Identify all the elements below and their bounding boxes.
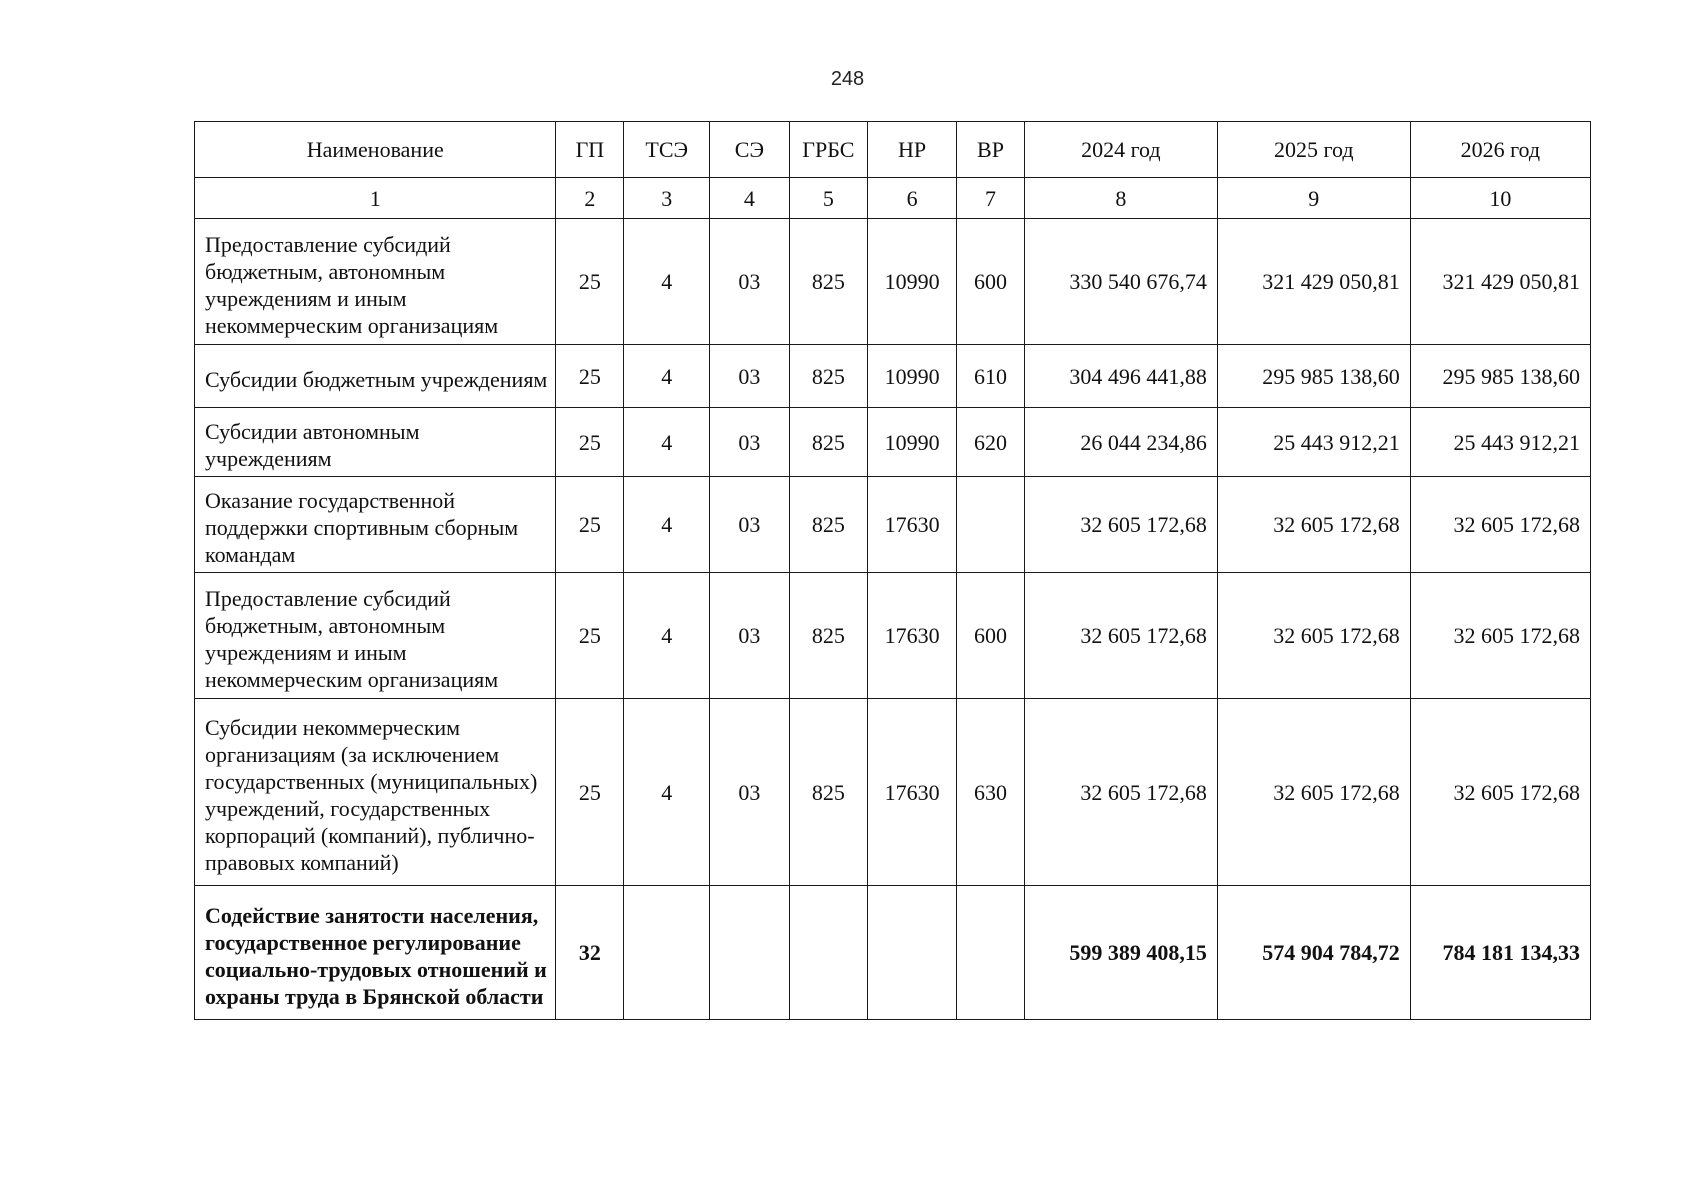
row-nr: 10990 (868, 345, 957, 408)
row-amount-2024: 32 605 172,68 (1024, 699, 1217, 886)
row-amount-2024: 32 605 172,68 (1024, 573, 1217, 699)
row-grbs (789, 886, 867, 1020)
table-row (195, 345, 1591, 408)
column-number: 5 (789, 178, 867, 219)
row-gp: 25 (556, 219, 624, 345)
row-se: 03 (710, 573, 789, 699)
row-name: Оказание государственной поддержки спортивным сборным командам (195, 477, 556, 573)
row-grbs: 825 (789, 408, 867, 477)
row-name: Содействие занятости населения, государственное регулирование социально-трудовых отношений и охраны труда в Брянской области (195, 886, 556, 1020)
row-vr (957, 477, 1025, 573)
row-nr: 10990 (868, 408, 957, 477)
row-name: Предоставление субсидий бюджетным, автономным учреждениям и иным некоммерческим организациям (195, 219, 556, 345)
header-cell-tse: ТСЭ (624, 122, 710, 178)
row-vr: 610 (957, 345, 1025, 408)
column-number: 1 (195, 178, 556, 219)
table-row (195, 573, 1591, 699)
row-amount-2025: 32 605 172,68 (1217, 477, 1410, 573)
column-number: 3 (624, 178, 710, 219)
row-se: 03 (710, 408, 789, 477)
row-se: 03 (710, 699, 789, 886)
row-amount-2024: 32 605 172,68 (1024, 477, 1217, 573)
row-gp: 25 (556, 699, 624, 886)
row-vr: 600 (957, 219, 1025, 345)
column-number: 4 (710, 178, 789, 219)
row-amount-2025: 32 605 172,68 (1217, 573, 1410, 699)
row-grbs: 825 (789, 477, 867, 573)
row-nr: 17630 (868, 573, 957, 699)
row-amount-2026: 321 429 050,81 (1410, 219, 1590, 345)
table-row (195, 219, 1591, 345)
column-number: 8 (1024, 178, 1217, 219)
header-cell-2025: 2025 год (1217, 122, 1410, 178)
row-tse: 4 (624, 477, 710, 573)
row-amount-2026: 25 443 912,21 (1410, 408, 1590, 477)
row-nr: 17630 (868, 477, 957, 573)
column-number: 6 (868, 178, 957, 219)
table-row (195, 477, 1591, 573)
row-amount-2024: 304 496 441,88 (1024, 345, 1217, 408)
row-amount-2025: 25 443 912,21 (1217, 408, 1410, 477)
row-nr (868, 886, 957, 1020)
row-vr: 600 (957, 573, 1025, 699)
row-amount-2024: 599 389 408,15 (1024, 886, 1217, 1020)
row-amount-2025: 32 605 172,68 (1217, 699, 1410, 886)
row-nr: 10990 (868, 219, 957, 345)
row-gp: 25 (556, 345, 624, 408)
header-cell-grbs: ГРБС (789, 122, 867, 178)
row-name: Субсидии некоммерческим организациям (за исключением государственных (муниципальных) учреждений, государственных корпораций (компаний), публично-правовых компаний) (195, 699, 556, 886)
row-tse: 4 (624, 699, 710, 886)
row-amount-2026: 295 985 138,60 (1410, 345, 1590, 408)
column-number: 9 (1217, 178, 1410, 219)
row-tse: 4 (624, 573, 710, 699)
row-gp: 25 (556, 408, 624, 477)
row-se: 03 (710, 219, 789, 345)
row-name: Субсидии автономным учреждениям (195, 408, 556, 477)
row-amount-2024: 26 044 234,86 (1024, 408, 1217, 477)
header-cell-se: СЭ (710, 122, 789, 178)
header-cell-name: Наименование (195, 122, 556, 178)
row-se: 03 (710, 345, 789, 408)
row-vr (957, 886, 1025, 1020)
row-amount-2026: 32 605 172,68 (1410, 573, 1590, 699)
page-number: 248 (830, 68, 865, 90)
header-cell-nr: НР (868, 122, 957, 178)
column-number: 10 (1410, 178, 1590, 219)
table-row (195, 408, 1591, 477)
row-tse: 4 (624, 408, 710, 477)
row-vr: 620 (957, 408, 1025, 477)
row-amount-2025: 574 904 784,72 (1217, 886, 1410, 1020)
budget-table (194, 121, 1591, 1020)
row-amount-2026: 784 181 134,33 (1410, 886, 1590, 1020)
header-cell-2024: 2024 год (1024, 122, 1217, 178)
header-row (195, 122, 1591, 178)
row-grbs: 825 (789, 345, 867, 408)
row-amount-2024: 330 540 676,74 (1024, 219, 1217, 345)
row-tse: 4 (624, 219, 710, 345)
row-se: 03 (710, 477, 789, 573)
row-amount-2026: 32 605 172,68 (1410, 699, 1590, 886)
row-tse (624, 886, 710, 1020)
header-cell-2026: 2026 год (1410, 122, 1590, 178)
row-amount-2026: 32 605 172,68 (1410, 477, 1590, 573)
column-number: 7 (957, 178, 1025, 219)
row-grbs: 825 (789, 573, 867, 699)
row-gp: 25 (556, 573, 624, 699)
table-row-total (195, 886, 1591, 1020)
header-cell-gp: ГП (556, 122, 624, 178)
row-grbs: 825 (789, 699, 867, 886)
row-grbs: 825 (789, 219, 867, 345)
row-amount-2025: 321 429 050,81 (1217, 219, 1410, 345)
row-name: Субсидии бюджетным учреждениям (195, 345, 556, 408)
row-tse: 4 (624, 345, 710, 408)
row-amount-2025: 295 985 138,60 (1217, 345, 1410, 408)
row-name: Предоставление субсидий бюджетным, автономным учреждениям и иным некоммерческим организациям (195, 573, 556, 699)
row-vr: 630 (957, 699, 1025, 886)
row-nr: 17630 (868, 699, 957, 886)
column-number-row (195, 178, 1591, 219)
column-number: 2 (556, 178, 624, 219)
row-se (710, 886, 789, 1020)
table-row (195, 699, 1591, 886)
row-gp: 25 (556, 477, 624, 573)
row-gp: 32 (556, 886, 624, 1020)
header-cell-vr: ВР (957, 122, 1025, 178)
